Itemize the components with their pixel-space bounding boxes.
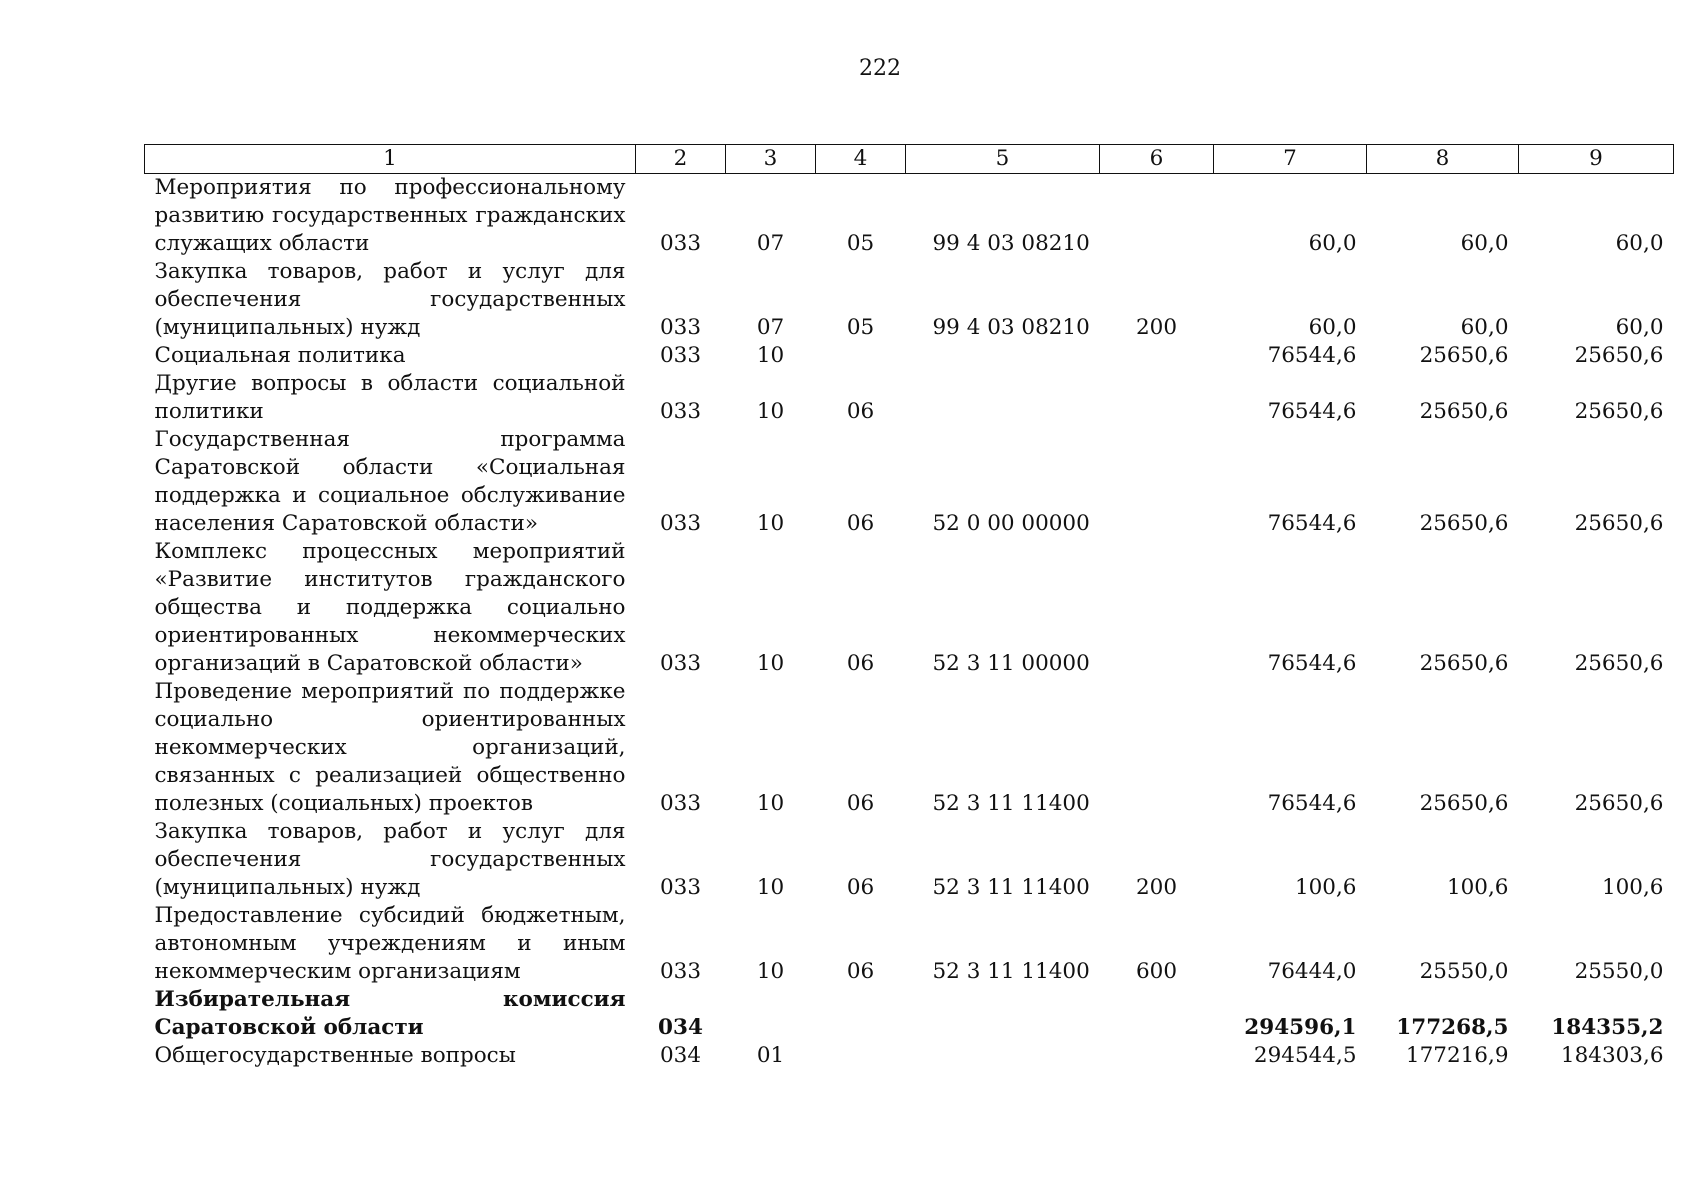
item-name-cell: Закупка товаров, работ и услуг для обеспечения государственных (муниципальных) нужд [154, 259, 626, 340]
target-article-cell: 99 4 03 08210 [932, 315, 1090, 340]
item-name-cell: Мероприятия по профессиональному развитию государственных гражданских служащих области [154, 175, 626, 256]
code-cell: 033 [659, 875, 702, 900]
subsection-cell: 06 [846, 651, 875, 676]
subsection-cell [816, 986, 906, 1042]
column-header: 4 [816, 145, 906, 174]
expense-type-cell [1100, 986, 1214, 1042]
amount-cell-year3: 25550,0 [1574, 959, 1664, 984]
code-cell: 034 [659, 1043, 702, 1068]
target-article-cell: 52 3 11 00000 [932, 651, 1090, 676]
code-cell: 033 [659, 959, 702, 984]
amount-cell-year3: 100,6 [1601, 875, 1664, 900]
table-row [145, 818, 1674, 902]
subsection-cell: 06 [846, 511, 875, 536]
amount-cell-year1: 294544,5 [1253, 1043, 1357, 1068]
amount-cell-year3: 184355,2 [1551, 1015, 1664, 1040]
table-row [145, 426, 1674, 538]
column-header: 8 [1367, 145, 1519, 174]
item-name-cell: Общегосударственные вопросы [154, 1043, 516, 1068]
item-name-cell: Комплекс процессных мероприятий «Развитие институтов гражданского общества и поддержка социально ориентированных некоммерческих организаций в Саратовской области» [154, 539, 626, 676]
subsection-cell: 06 [846, 399, 875, 424]
amount-cell-year2: 25550,0 [1419, 959, 1509, 984]
table-body [145, 174, 1674, 1071]
section-cell [726, 986, 816, 1042]
expense-type-cell: 200 [1135, 875, 1178, 900]
expense-type-cell: 600 [1135, 959, 1178, 984]
amount-cell-year1: 60,0 [1308, 231, 1357, 256]
amount-cell-year1: 76544,6 [1267, 343, 1357, 368]
item-name-cell: Предоставление субсидий бюджетным, автономным учреждениям и иным некоммерческим организациям [154, 903, 626, 984]
amount-cell-year1: 60,0 [1308, 315, 1357, 340]
subsection-cell [816, 342, 906, 370]
amount-cell-year2: 25650,6 [1419, 343, 1509, 368]
amount-cell-year1: 76544,6 [1267, 651, 1357, 676]
amount-cell-year3: 25650,6 [1574, 343, 1664, 368]
target-article-cell: 52 3 11 11400 [932, 959, 1090, 984]
target-article-cell: 52 3 11 11400 [932, 791, 1090, 816]
expense-type-cell [1100, 370, 1214, 426]
amount-cell-year2: 25650,6 [1419, 399, 1509, 424]
item-name-cell: Проведение мероприятий по поддержке социально ориентированных некоммерческих организаций, связанных с реализацией общественно полезных (социальных) проектов [154, 679, 626, 816]
amount-cell-year2: 177268,5 [1396, 1015, 1509, 1040]
table-row [145, 538, 1674, 678]
amount-cell-year3: 25650,6 [1574, 651, 1664, 676]
expense-type-cell [1100, 174, 1214, 259]
section-cell: 10 [756, 511, 785, 536]
column-header: 2 [636, 145, 726, 174]
table-row [145, 902, 1674, 986]
section-cell: 10 [756, 399, 785, 424]
code-cell: 033 [659, 791, 702, 816]
amount-cell-year1: 294596,1 [1244, 1015, 1357, 1040]
amount-cell-year1: 100,6 [1294, 875, 1357, 900]
target-article-cell: 52 3 11 11400 [932, 875, 1090, 900]
code-cell: 033 [659, 231, 702, 256]
section-cell: 01 [756, 1043, 785, 1068]
expense-type-cell [1100, 678, 1214, 818]
expense-type-cell [1100, 1042, 1214, 1070]
section-cell: 10 [756, 959, 785, 984]
table-row [145, 678, 1674, 818]
section-cell: 10 [756, 791, 785, 816]
target-article-cell: 52 0 00 00000 [932, 511, 1090, 536]
expense-type-cell [1100, 426, 1214, 538]
table-header-row [145, 145, 1674, 174]
item-name-cell: Социальная политика [154, 343, 406, 368]
target-article-cell [906, 370, 1100, 426]
amount-cell-year1: 76444,0 [1267, 959, 1357, 984]
section-cell: 10 [756, 651, 785, 676]
amount-cell-year1: 76544,6 [1267, 399, 1357, 424]
section-cell: 10 [756, 875, 785, 900]
expense-type-cell [1100, 342, 1214, 370]
table-row [145, 174, 1674, 259]
target-article-cell [906, 342, 1100, 370]
table-row [145, 1042, 1674, 1070]
amount-cell-year2: 25650,6 [1419, 651, 1509, 676]
amount-cell-year3: 25650,6 [1574, 399, 1664, 424]
expense-type-cell [1100, 538, 1214, 678]
section-cell: 10 [756, 343, 785, 368]
table-row [145, 370, 1674, 426]
column-header: 9 [1519, 145, 1674, 174]
column-header: 3 [726, 145, 816, 174]
amount-cell-year1: 76544,6 [1267, 791, 1357, 816]
amount-cell-year2: 100,6 [1446, 875, 1509, 900]
table-row [145, 258, 1674, 342]
amount-cell-year3: 184303,6 [1560, 1043, 1664, 1068]
item-name-cell: Государственная программа Саратовской области «Социальная поддержка и социальное обслуживание населения Саратовской области» [154, 427, 626, 536]
amount-cell-year2: 60,0 [1460, 315, 1509, 340]
target-article-cell [906, 1042, 1100, 1070]
code-cell: 033 [659, 511, 702, 536]
expense-type-cell: 200 [1135, 315, 1178, 340]
section-cell: 07 [756, 231, 785, 256]
page-number: 222 [859, 56, 901, 81]
column-header: 7 [1214, 145, 1367, 174]
column-header: 5 [906, 145, 1100, 174]
item-name-cell: Другие вопросы в области социальной политики [154, 371, 626, 424]
subsection-cell [816, 1042, 906, 1070]
column-header: 1 [145, 145, 636, 174]
item-name-cell: Закупка товаров, работ и услуг для обеспечения государственных (муниципальных) нужд [154, 819, 626, 900]
item-name-cell: Избирательная комиссия Саратовской области [154, 987, 626, 1040]
code-cell: 033 [659, 651, 702, 676]
table-row [145, 986, 1674, 1042]
amount-cell-year1: 76544,6 [1267, 511, 1357, 536]
section-cell: 07 [756, 315, 785, 340]
amount-cell-year3: 25650,6 [1574, 791, 1664, 816]
amount-cell-year2: 177216,9 [1405, 1043, 1509, 1068]
code-cell: 034 [658, 1015, 703, 1040]
subsection-cell: 06 [846, 959, 875, 984]
code-cell: 033 [659, 343, 702, 368]
subsection-cell: 05 [846, 315, 875, 340]
code-cell: 033 [659, 315, 702, 340]
amount-cell-year3: 25650,6 [1574, 511, 1664, 536]
subsection-cell: 06 [846, 791, 875, 816]
table-row [145, 342, 1674, 370]
amount-cell-year2: 60,0 [1460, 231, 1509, 256]
amount-cell-year2: 25650,6 [1419, 791, 1509, 816]
code-cell: 033 [659, 399, 702, 424]
subsection-cell: 05 [846, 231, 875, 256]
amount-cell-year2: 25650,6 [1419, 511, 1509, 536]
column-header: 6 [1100, 145, 1214, 174]
target-article-cell [906, 986, 1100, 1042]
amount-cell-year3: 60,0 [1615, 231, 1664, 256]
amount-cell-year3: 60,0 [1615, 315, 1664, 340]
budget-table [144, 144, 1674, 1070]
subsection-cell: 06 [846, 875, 875, 900]
target-article-cell: 99 4 03 08210 [932, 231, 1090, 256]
